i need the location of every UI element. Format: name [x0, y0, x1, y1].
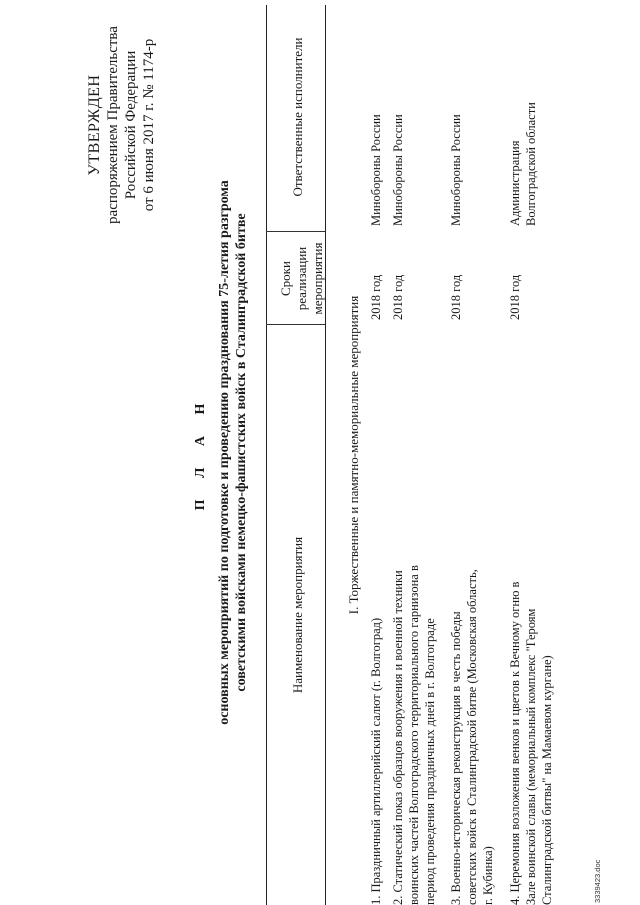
- plan-subtitle-line-2: советскими войсками немецко-фашистских войск в Сталинградской битве: [234, 213, 249, 692]
- row-name: [368, 333, 384, 905]
- row-term: 2018 год: [508, 274, 522, 320]
- row-responsible: [368, 6, 384, 226]
- section-title: I. Торжественные и памятно-мемориальные мероприятия: [346, 295, 361, 615]
- table-row: [390, 5, 440, 905]
- row-name-line: г. Кубинка): [481, 846, 495, 905]
- row-name: [390, 333, 438, 905]
- table-top-rule: [266, 5, 267, 905]
- row-name-line: воинских частей Волгоградского территориального гарнизона в: [407, 565, 421, 905]
- file-reference: 3339423.doc: [593, 859, 602, 903]
- row-responsible-line: Администрация: [508, 140, 522, 226]
- row-responsible-line: Волгоградской области: [524, 102, 538, 226]
- plan-subtitle: [216, 30, 250, 875]
- row-name-line: 3. Военно-историческая реконструкция в честь победы: [449, 611, 463, 905]
- row-name-line: 4. Церемония возложения венков и цветов к Вечному огню в: [508, 581, 522, 905]
- row-term: 2018 год: [391, 274, 405, 320]
- approval-date: от 6 июня 2017 г. № 1174-р: [141, 38, 157, 212]
- row-term: 2018 год: [369, 274, 383, 320]
- approval-authority: распоряжением Правительства: [105, 26, 121, 224]
- plan-title: П Л А Н: [193, 394, 208, 511]
- row-name-line: советских войск в Сталинградской битве (Московская область,: [465, 569, 479, 905]
- column-header-term-line-1: Сроки: [278, 261, 293, 296]
- row-name-line: период проведения праздничных дней в г. Волгограде: [423, 618, 437, 905]
- row-name-line: 1. Праздничный артиллерийский салют (г. Волгоград): [369, 617, 383, 905]
- row-responsible: [448, 6, 464, 226]
- approval-heading: УТВЕРЖДЕН: [86, 74, 103, 176]
- column-header-responsible: Ответственные исполнители: [290, 37, 305, 197]
- plan-subtitle-line-1: основных мероприятий по подготовке и проведению празднования 75-летия разгрома: [217, 180, 232, 725]
- column-header-term-line-3: мероприятия: [310, 242, 325, 315]
- table-row: [368, 5, 388, 905]
- row-responsible-line: Минобороны России: [369, 114, 383, 226]
- row-name: [507, 333, 555, 905]
- row-name-line: 2. Статический показ образцов вооружения и военной техники: [391, 570, 405, 905]
- row-responsible: [507, 6, 539, 226]
- table-header-rule: [325, 5, 326, 905]
- approval-country: Российской Федерации: [123, 50, 139, 200]
- row-term: 2018 год: [449, 274, 463, 320]
- row-responsible-line: Минобороны России: [449, 114, 463, 226]
- column-header-name: Наименование мероприятия: [290, 536, 305, 694]
- row-name-line: Сталинградской битвы" на Мамаевом кургане): [540, 655, 554, 905]
- table-row: [507, 5, 557, 905]
- table-row: [448, 5, 498, 905]
- column-header-term-line-2: реализации: [294, 246, 309, 311]
- row-name: [448, 333, 496, 905]
- row-responsible-line: Минобороны России: [391, 114, 405, 226]
- row-name-line: Зале воинской славы (мемориальный комплекс "Героям: [524, 608, 538, 905]
- row-responsible: [390, 6, 406, 226]
- column-header-term: [278, 232, 326, 325]
- approval-block: [86, 5, 158, 245]
